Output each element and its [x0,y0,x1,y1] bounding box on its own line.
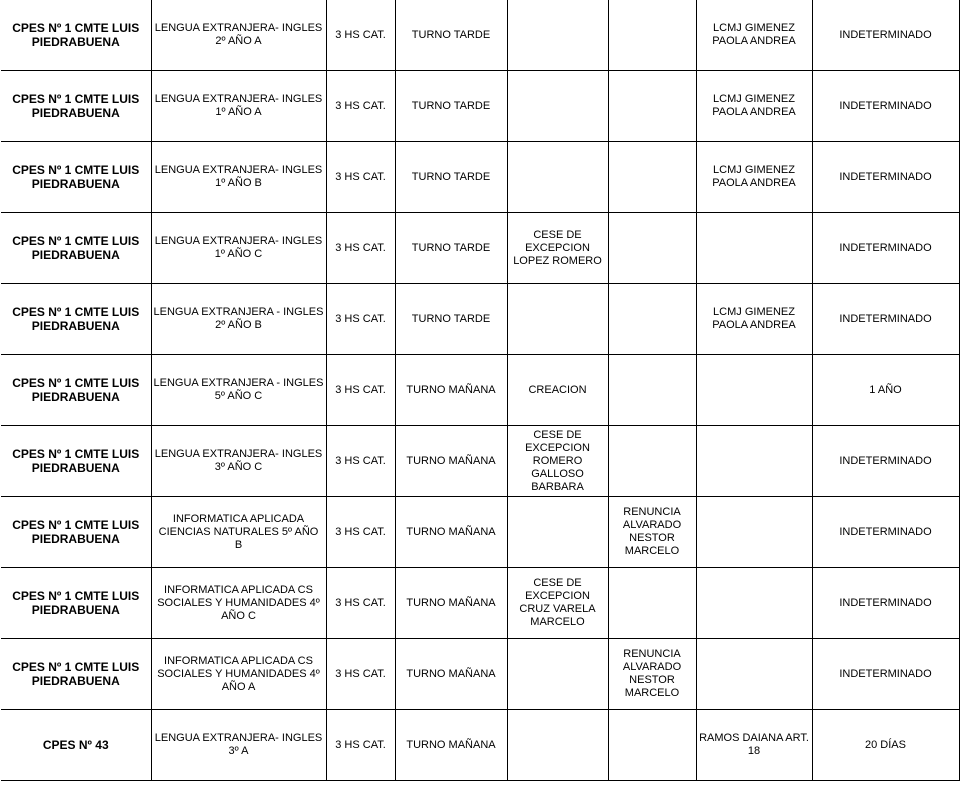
school-cell: CPES Nº 1 CMTE LUIS PIEDRABUENA [1,213,151,284]
subject-cell: LENGUA EXTRANJERA- INGLES 3º AÑO C [151,426,326,497]
shift-cell: TURNO TARDE [395,213,507,284]
positions-table [1,0,960,781]
reason-cell [507,710,608,781]
resignation-cell [608,142,696,213]
subject-cell: INFORMATICA APLICADA CS SOCIALES Y HUMANIDADES 4º AÑO C [151,568,326,639]
teacher-cell [696,426,812,497]
resignation-cell [608,213,696,284]
shift-cell: TURNO MAÑANA [395,710,507,781]
hours-cell: 3 HS CAT. [326,71,395,142]
school-cell: CPES Nº 1 CMTE LUIS PIEDRABUENA [1,426,151,497]
subject-cell: LENGUA EXTRANJERA- INGLES 3º A [151,710,326,781]
shift-cell: TURNO TARDE [395,71,507,142]
duration-cell: 1 AÑO [812,355,959,426]
school-cell: CPES Nº 1 CMTE LUIS PIEDRABUENA [1,497,151,568]
shift-cell: TURNO MAÑANA [395,497,507,568]
table-row [1,355,959,426]
resignation-cell [608,71,696,142]
hours-cell: 3 HS CAT. [326,213,395,284]
table-row [1,426,959,497]
table-row [1,142,959,213]
school-cell: CPES Nº 1 CMTE LUIS PIEDRABUENA [1,284,151,355]
teacher-cell: LCMJ GIMENEZ PAOLA ANDREA [696,71,812,142]
teacher-cell [696,497,812,568]
duration-cell: INDETERMINADO [812,0,959,71]
resignation-cell: RENUNCIA ALVARADO NESTOR MARCELO [608,497,696,568]
teacher-cell: LCMJ GIMENEZ PAOLA ANDREA [696,142,812,213]
school-cell: CPES Nº 1 CMTE LUIS PIEDRABUENA [1,639,151,710]
duration-cell: INDETERMINADO [812,71,959,142]
resignation-cell [608,284,696,355]
shift-cell: TURNO MAÑANA [395,355,507,426]
teacher-cell [696,568,812,639]
duration-cell: INDETERMINADO [812,284,959,355]
shift-cell: TURNO MAÑANA [395,639,507,710]
teacher-cell: LCMJ GIMENEZ PAOLA ANDREA [696,284,812,355]
subject-cell: INFORMATICA APLICADA CIENCIAS NATURALES 5º AÑO B [151,497,326,568]
table-row [1,284,959,355]
teacher-cell [696,213,812,284]
table-row [1,639,959,710]
shift-cell: TURNO MAÑANA [395,426,507,497]
reason-cell [507,497,608,568]
table-row [1,568,959,639]
duration-cell: INDETERMINADO [812,426,959,497]
subject-cell: LENGUA EXTRANJERA- INGLES 1º AÑO B [151,142,326,213]
resignation-cell [608,0,696,71]
hours-cell: 3 HS CAT. [326,0,395,71]
school-cell: CPES Nº 1 CMTE LUIS PIEDRABUENA [1,0,151,71]
duration-cell: INDETERMINADO [812,213,959,284]
reason-cell [507,639,608,710]
school-cell: CPES Nº 43 [1,710,151,781]
duration-cell: INDETERMINADO [812,142,959,213]
hours-cell: 3 HS CAT. [326,639,395,710]
resignation-cell: RENUNCIA ALVARADO NESTOR MARCELO [608,639,696,710]
reason-cell [507,71,608,142]
teacher-cell [696,355,812,426]
table-row [1,497,959,568]
subject-cell: LENGUA EXTRANJERA- INGLES 2º AÑO A [151,0,326,71]
subject-cell: LENGUA EXTRANJERA - INGLES 2º AÑO B [151,284,326,355]
reason-cell: CESE DE EXCEPCION CRUZ VARELA MARCELO [507,568,608,639]
subject-cell: INFORMATICA APLICADA CS SOCIALES Y HUMANIDADES 4º AÑO A [151,639,326,710]
shift-cell: TURNO TARDE [395,0,507,71]
subject-cell: LENGUA EXTRANJERA - INGLES 5º AÑO C [151,355,326,426]
teacher-cell: LCMJ GIMENEZ PAOLA ANDREA [696,0,812,71]
table-row [1,710,959,781]
shift-cell: TURNO MAÑANA [395,568,507,639]
duration-cell: INDETERMINADO [812,497,959,568]
school-cell: CPES Nº 1 CMTE LUIS PIEDRABUENA [1,355,151,426]
resignation-cell [608,355,696,426]
table-body [1,0,959,781]
table-row [1,0,959,71]
school-cell: CPES Nº 1 CMTE LUIS PIEDRABUENA [1,71,151,142]
reason-cell: CESE DE EXCEPCION ROMERO GALLOSO BARBARA [507,426,608,497]
reason-cell [507,284,608,355]
duration-cell: INDETERMINADO [812,568,959,639]
school-cell: CPES Nº 1 CMTE LUIS PIEDRABUENA [1,142,151,213]
reason-cell: CESE DE EXCEPCION LOPEZ ROMERO [507,213,608,284]
reason-cell: CREACION [507,355,608,426]
resignation-cell [608,568,696,639]
reason-cell [507,142,608,213]
hours-cell: 3 HS CAT. [326,568,395,639]
shift-cell: TURNO TARDE [395,142,507,213]
table-row [1,71,959,142]
shift-cell: TURNO TARDE [395,284,507,355]
hours-cell: 3 HS CAT. [326,142,395,213]
hours-cell: 3 HS CAT. [326,710,395,781]
hours-cell: 3 HS CAT. [326,284,395,355]
hours-cell: 3 HS CAT. [326,497,395,568]
hours-cell: 3 HS CAT. [326,426,395,497]
table-row [1,213,959,284]
subject-cell: LENGUA EXTRANJERA- INGLES 1º AÑO A [151,71,326,142]
reason-cell [507,0,608,71]
teacher-cell [696,639,812,710]
resignation-cell [608,426,696,497]
duration-cell: INDETERMINADO [812,639,959,710]
teacher-cell: RAMOS DAIANA ART. 18 [696,710,812,781]
duration-cell: 20 DÍAS [812,710,959,781]
hours-cell: 3 HS CAT. [326,355,395,426]
resignation-cell [608,710,696,781]
subject-cell: LENGUA EXTRANJERA- INGLES 1º AÑO C [151,213,326,284]
school-cell: CPES Nº 1 CMTE LUIS PIEDRABUENA [1,568,151,639]
